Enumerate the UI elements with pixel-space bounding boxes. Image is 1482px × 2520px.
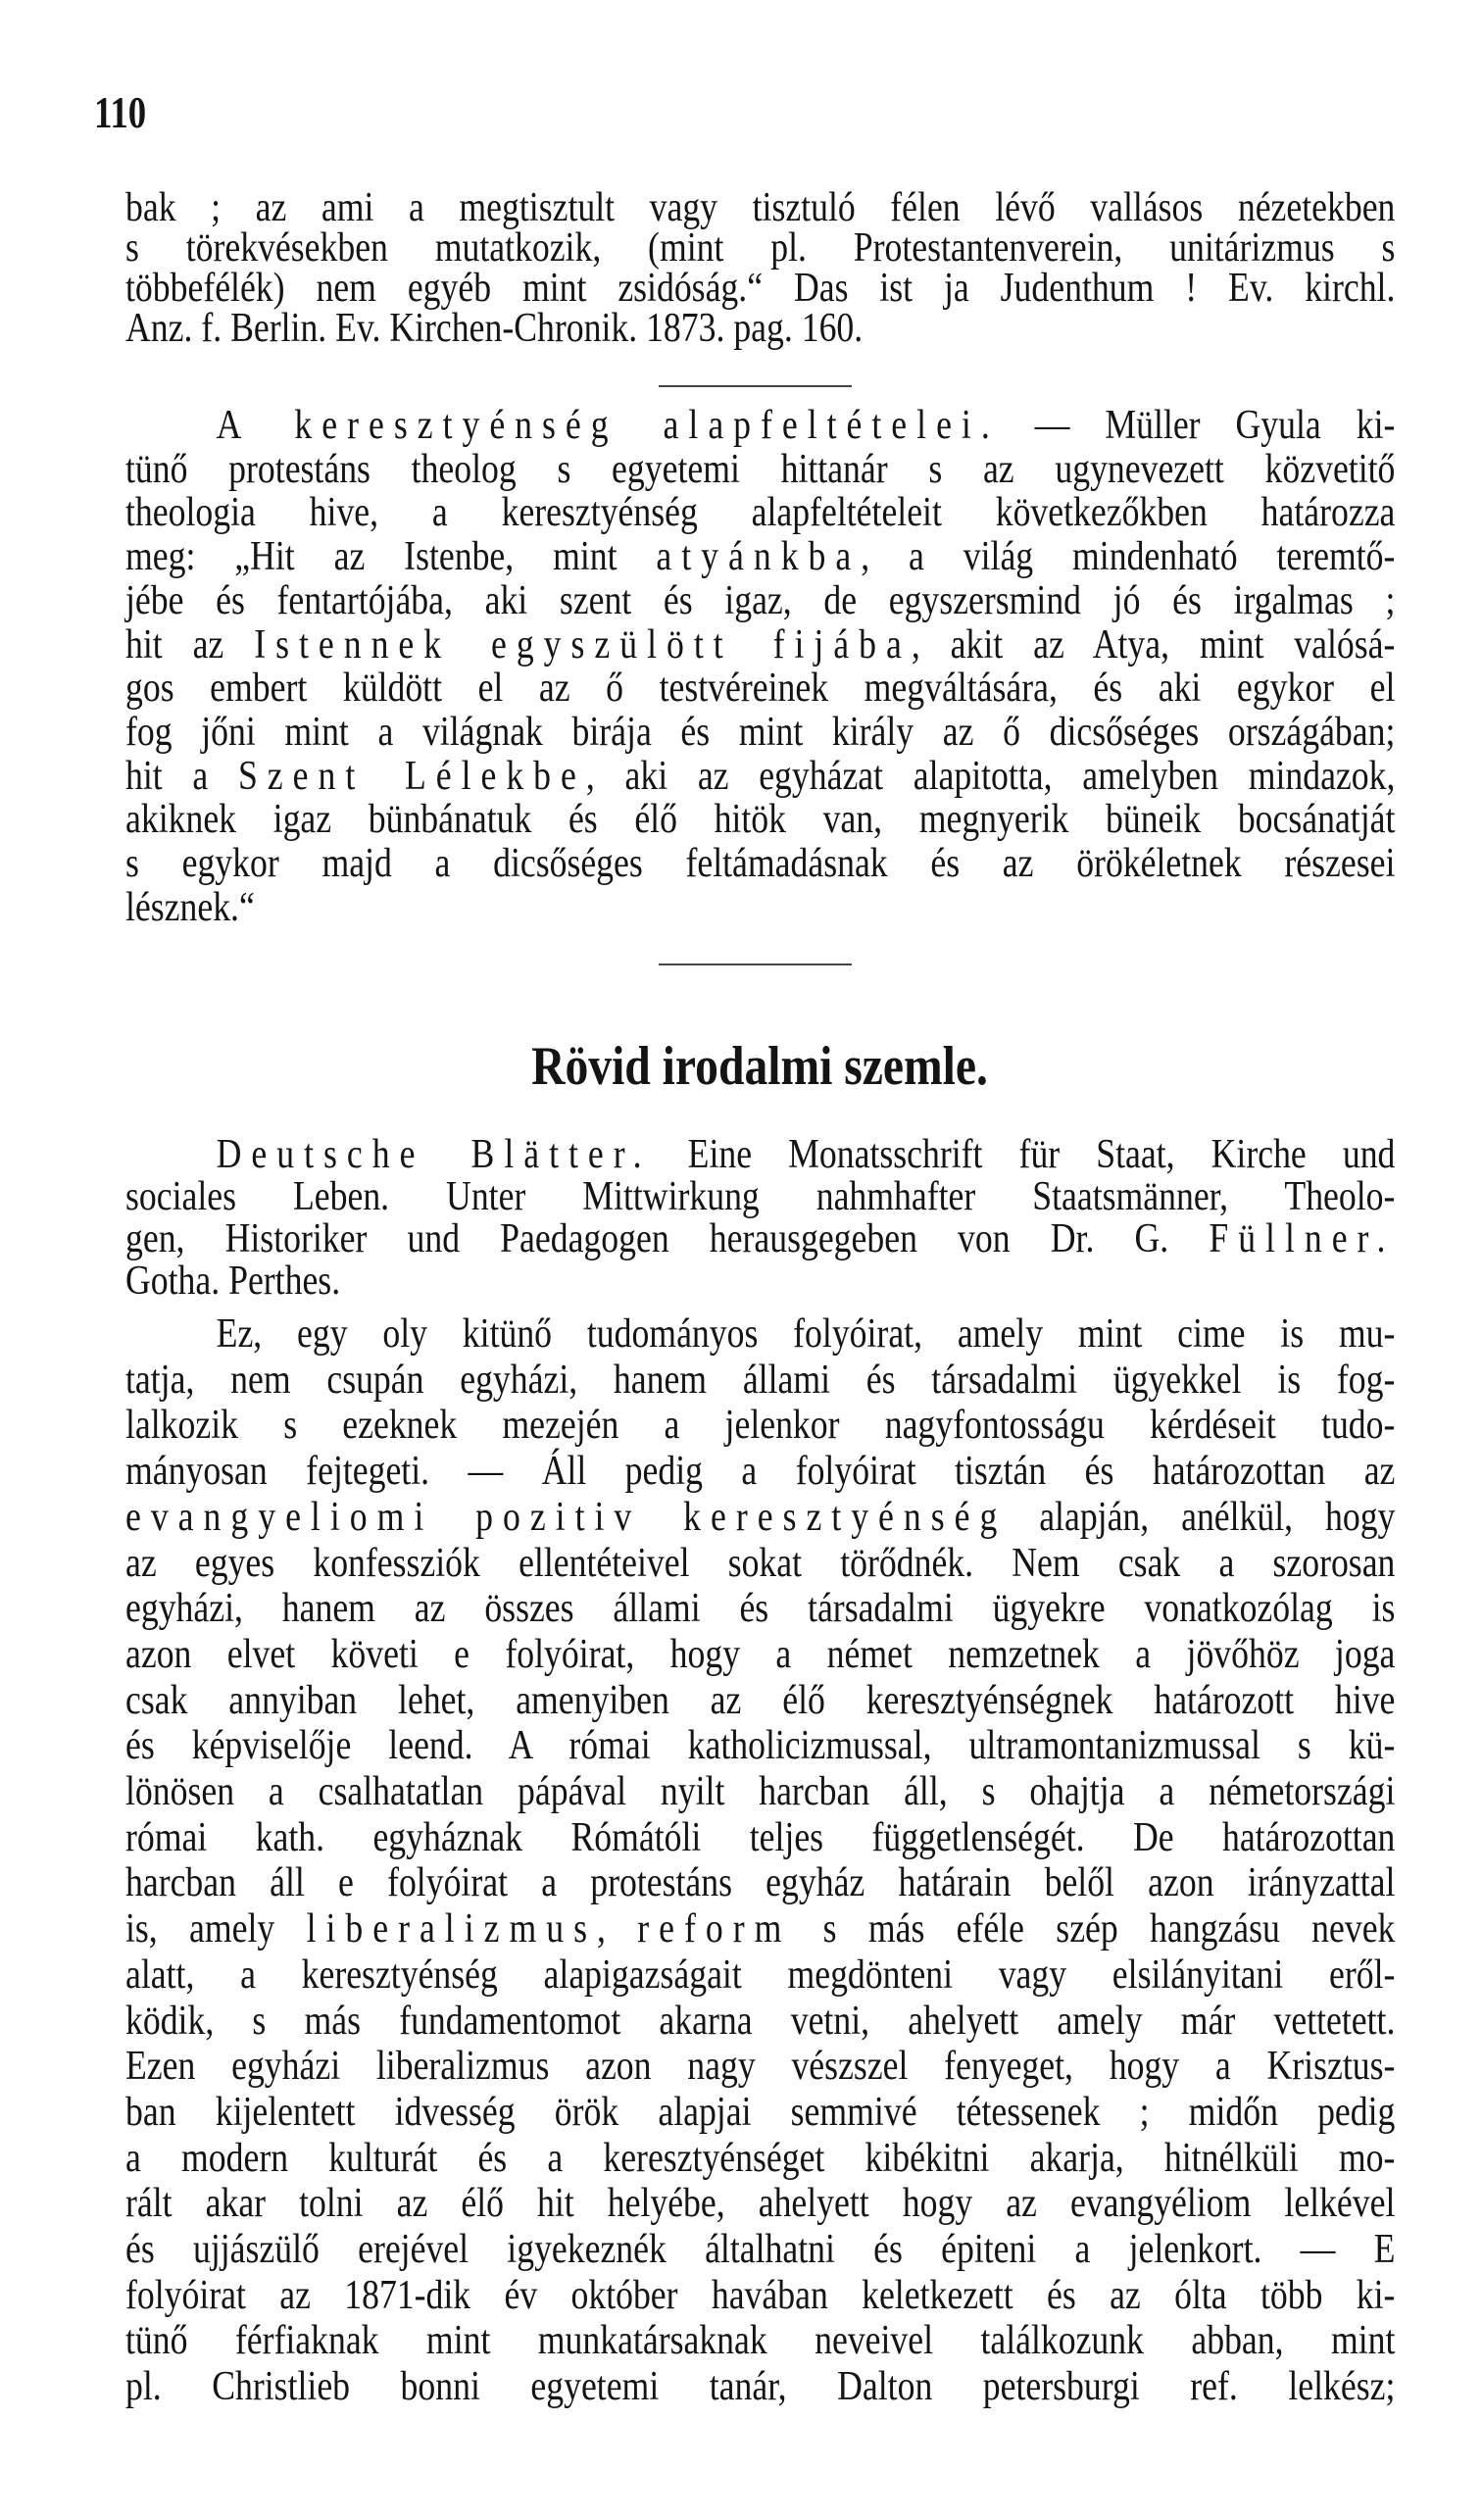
text-segment: többefélék) nem egyéb mint zsidóság.“ Das ist ja Judenthum ! Ev. kirchl. — [125, 266, 1396, 311]
emphasized-text: atyánkba — [656, 534, 862, 580]
text-line — [125, 1449, 1395, 1495]
text-line — [125, 2181, 1395, 2227]
text-segment: s törekvésekben mutatkozik, (mint pl. Protestantenverein, unitárizmus s — [125, 225, 1396, 271]
text-segment: , a világ mindenható teremtő- — [861, 534, 1396, 580]
text-segment: Eine Monatsschrift für Staat, Kirche und — [651, 1132, 1396, 1177]
text-line — [125, 755, 1395, 799]
emphasized-text: Deutsche Blätter. — [216, 1132, 652, 1177]
text-line — [125, 2136, 1395, 2182]
paragraph-footnote-end — [125, 185, 1396, 351]
emphasized-text: evangyeliomi pozitiv keresztyénség — [125, 1494, 1008, 1540]
text-line — [125, 2273, 1395, 2319]
text-segment: tatja, nem csupán egyházi, hanem állami és társadalmi ügyekkel is fog- — [125, 1357, 1396, 1403]
text-segment: jébe és fentartójába, aki szent és igaz, de egyszersmind jó és irgalmas ; — [125, 577, 1396, 623]
text-segment: Anz. f. Berlin. Ev. Kirchen-Chronik. 1873. pag. 160. — [125, 306, 864, 351]
text-line — [125, 886, 1395, 930]
text-line — [125, 2090, 1395, 2136]
section-heading-text: Rövid irodalmi szemle. — [531, 1036, 989, 1097]
text-segment: hit az — [125, 621, 255, 667]
text-segment: római kath. egyháznak Rómátóli teljes függetlenségét. De határozottan — [125, 1814, 1396, 1860]
text-segment: ködik, s más fundamentomot akarna vetni, ahelyett amely már vettetett. — [125, 1998, 1396, 2044]
text-segment: és ujjászülő erejével igyekeznék általhatni és épiteni a jelenkort. — E — [125, 2227, 1396, 2273]
text-segment: is, amely — [125, 1906, 307, 1952]
text-line — [125, 1860, 1395, 1906]
emphasized-text: Füllner. — [1209, 1216, 1396, 1261]
text-segment: folyóirat az 1871-dik év október havában keletkezett és az ólta több ki- — [125, 2272, 1396, 2318]
text-segment: akiknek igaz bünbánatuk és élő hitök van, megnyerik büneik bocsánatját — [125, 797, 1396, 843]
emphasized-text: Szent Lélekbe — [237, 753, 586, 799]
text-segment: , akit az Atya, mint valósá- — [911, 621, 1396, 667]
text-segment: s egykor majd a dicsőséges feltámadásnak és az örökéletnek részesei — [125, 841, 1396, 887]
text-line — [125, 2227, 1395, 2273]
emphasized-text: A keresztyénség alapfeltételei. — [216, 403, 1000, 448]
text-line — [125, 1134, 1395, 1176]
text-line — [125, 1218, 1395, 1260]
text-line — [125, 225, 1396, 271]
emphasized-text: liberalizmus — [306, 1906, 597, 1952]
text-line — [125, 306, 1395, 351]
text-line — [125, 1176, 1395, 1218]
text-segment: meg: „Hit az Istenbe, mint — [125, 534, 657, 580]
paragraph-review-body — [125, 1311, 1395, 2410]
text-line — [125, 2318, 1395, 2364]
text-segment: hit a — [125, 753, 238, 799]
text-segment: az egyes konfessziók ellentéteivel sokat törődnék. Nem csak a szorosan — [125, 1540, 1396, 1586]
text-line — [125, 404, 1395, 448]
text-line — [125, 798, 1395, 842]
section-heading — [125, 1035, 1395, 1098]
text-line — [125, 842, 1395, 886]
emphasized-text: reform — [637, 1906, 792, 1952]
section-divider — [659, 385, 852, 387]
text-line — [125, 1723, 1395, 1769]
text-line — [125, 266, 1396, 311]
text-line — [125, 1815, 1395, 1861]
text-segment: azon elvet követi e folyóirat, hogy a német nemzetnek a jövőhöz joga — [125, 1631, 1396, 1677]
text-line — [125, 1678, 1395, 1724]
text-segment: theologia hive, a keresztyénség alapfeltételeit következőkben határozza — [125, 490, 1396, 536]
text-segment: és képviselője leend. A római katholicizmussal, ultramontanizmussal s kü- — [125, 1723, 1396, 1769]
text-segment: , — [596, 1906, 638, 1952]
paragraph-book-citation — [125, 1134, 1395, 1303]
text-segment: sociales Leben. Unter Mittwirkung nahmhafter Staatsmänner, Theolo- — [125, 1174, 1396, 1219]
text-segment: Ezen egyházi liberalizmus azon nagy vészszel fenyeget, hogy a Krisztus- — [125, 2044, 1396, 2090]
text-line — [125, 1632, 1395, 1678]
page-number: 110 — [94, 87, 147, 137]
text-line — [125, 1541, 1395, 1587]
text-line — [125, 1769, 1395, 1815]
text-segment: lésznek.“ — [125, 884, 255, 930]
text-segment: lönösen a csalhatatlan pápával nyilt harcban áll, s ohajtja a németországi — [125, 1769, 1396, 1815]
text-segment: , aki az egyházat alapitotta, amelyben mindazok, — [585, 753, 1396, 799]
text-segment: pl. Christlieb bonni egyetemi tanár, Dalton petersburgi ref. lelkész; — [125, 2364, 1396, 2410]
text-segment: bak ; az ami a megtisztult vagy tisztuló félen lévő vallásos nézetekben — [125, 185, 1396, 230]
text-segment: gen, Historiker und Paedagogen herausgegeben von Dr. G. — [125, 1216, 1210, 1261]
text-segment: ban kijelentett idvesség örök alapjai semmivé tétessenek ; midőn pedig — [125, 2089, 1396, 2135]
text-line — [125, 1311, 1395, 1358]
text-segment: gos embert küldött el az ő testvéreinek megváltására, és aki egykor el — [125, 666, 1396, 712]
text-segment: mányosan fejtegeti. — Áll pedig a folyóirat tisztán és határozottan az — [125, 1449, 1396, 1495]
text-line — [125, 1906, 1395, 1952]
text-segment: fog jőni mint a világnak birája és mint király az ő dicsőséges országában; — [125, 709, 1396, 755]
text-line — [125, 2364, 1395, 2410]
text-segment: alapján, anélkül, hogy — [1007, 1494, 1396, 1540]
text-line — [125, 1952, 1395, 1999]
text-line — [125, 667, 1395, 711]
text-line — [125, 1999, 1395, 2045]
text-line — [125, 491, 1395, 535]
text-line — [125, 1260, 1395, 1303]
text-segment: harcban áll e folyóirat a protestáns egyház határain belől azon irányzattal — [125, 1860, 1396, 1906]
text-segment: a modern kulturát és a keresztyénséget kibékitni akarja, hitnélküli mo- — [125, 2135, 1396, 2181]
text-segment: Ez, egy oly kitünő tudományos folyóirat, amely mint cime is mu- — [216, 1311, 1396, 1357]
text-segment: csak annyiban lehet, amenyiben az élő keresztyénségnek határozott hive — [125, 1677, 1396, 1723]
text-line — [125, 623, 1395, 667]
text-line — [125, 2044, 1395, 2090]
text-segment: tünő férfiaknak mint munkatársaknak neveivel találkozunk abban, mint — [125, 2318, 1396, 2364]
text-line — [125, 579, 1395, 623]
text-line — [125, 1358, 1395, 1404]
text-segment: egyházi, hanem az összes állami és társadalmi ügyekre vonatkozólag is — [125, 1586, 1396, 1632]
text-segment: tünő protestáns theolog s egyetemi hittanár s az ugynevezett közvetitő — [125, 446, 1396, 492]
text-line — [125, 711, 1395, 755]
text-line — [125, 1495, 1395, 1541]
text-segment: rált akar tolni az élő hit helyébe, ahelyett hogy az evangyéliom lelkével — [125, 2181, 1396, 2227]
text-line — [125, 1586, 1395, 1632]
text-segment: — Müller Gyula ki- — [999, 403, 1396, 448]
emphasized-text: Istennek egyszülött fijába — [254, 621, 912, 667]
text-line — [125, 448, 1395, 492]
text-segment: alatt, a keresztyénség alapigazságait megdönteni vagy elsilányitani eről- — [125, 1952, 1396, 1998]
text-line — [125, 1403, 1395, 1449]
text-segment: s más eféle szép hangzásu nevek — [791, 1906, 1396, 1952]
paragraph-christian-fundamentals — [125, 404, 1395, 929]
text-line — [125, 535, 1395, 579]
text-line — [125, 185, 1396, 230]
text-segment: Gotha. Perthes. — [125, 1259, 341, 1304]
text-segment: lalkozik s ezeknek mezején a jelenkor nagyfontosságu kérdéseit tudo- — [125, 1403, 1396, 1449]
section-divider — [659, 964, 852, 965]
